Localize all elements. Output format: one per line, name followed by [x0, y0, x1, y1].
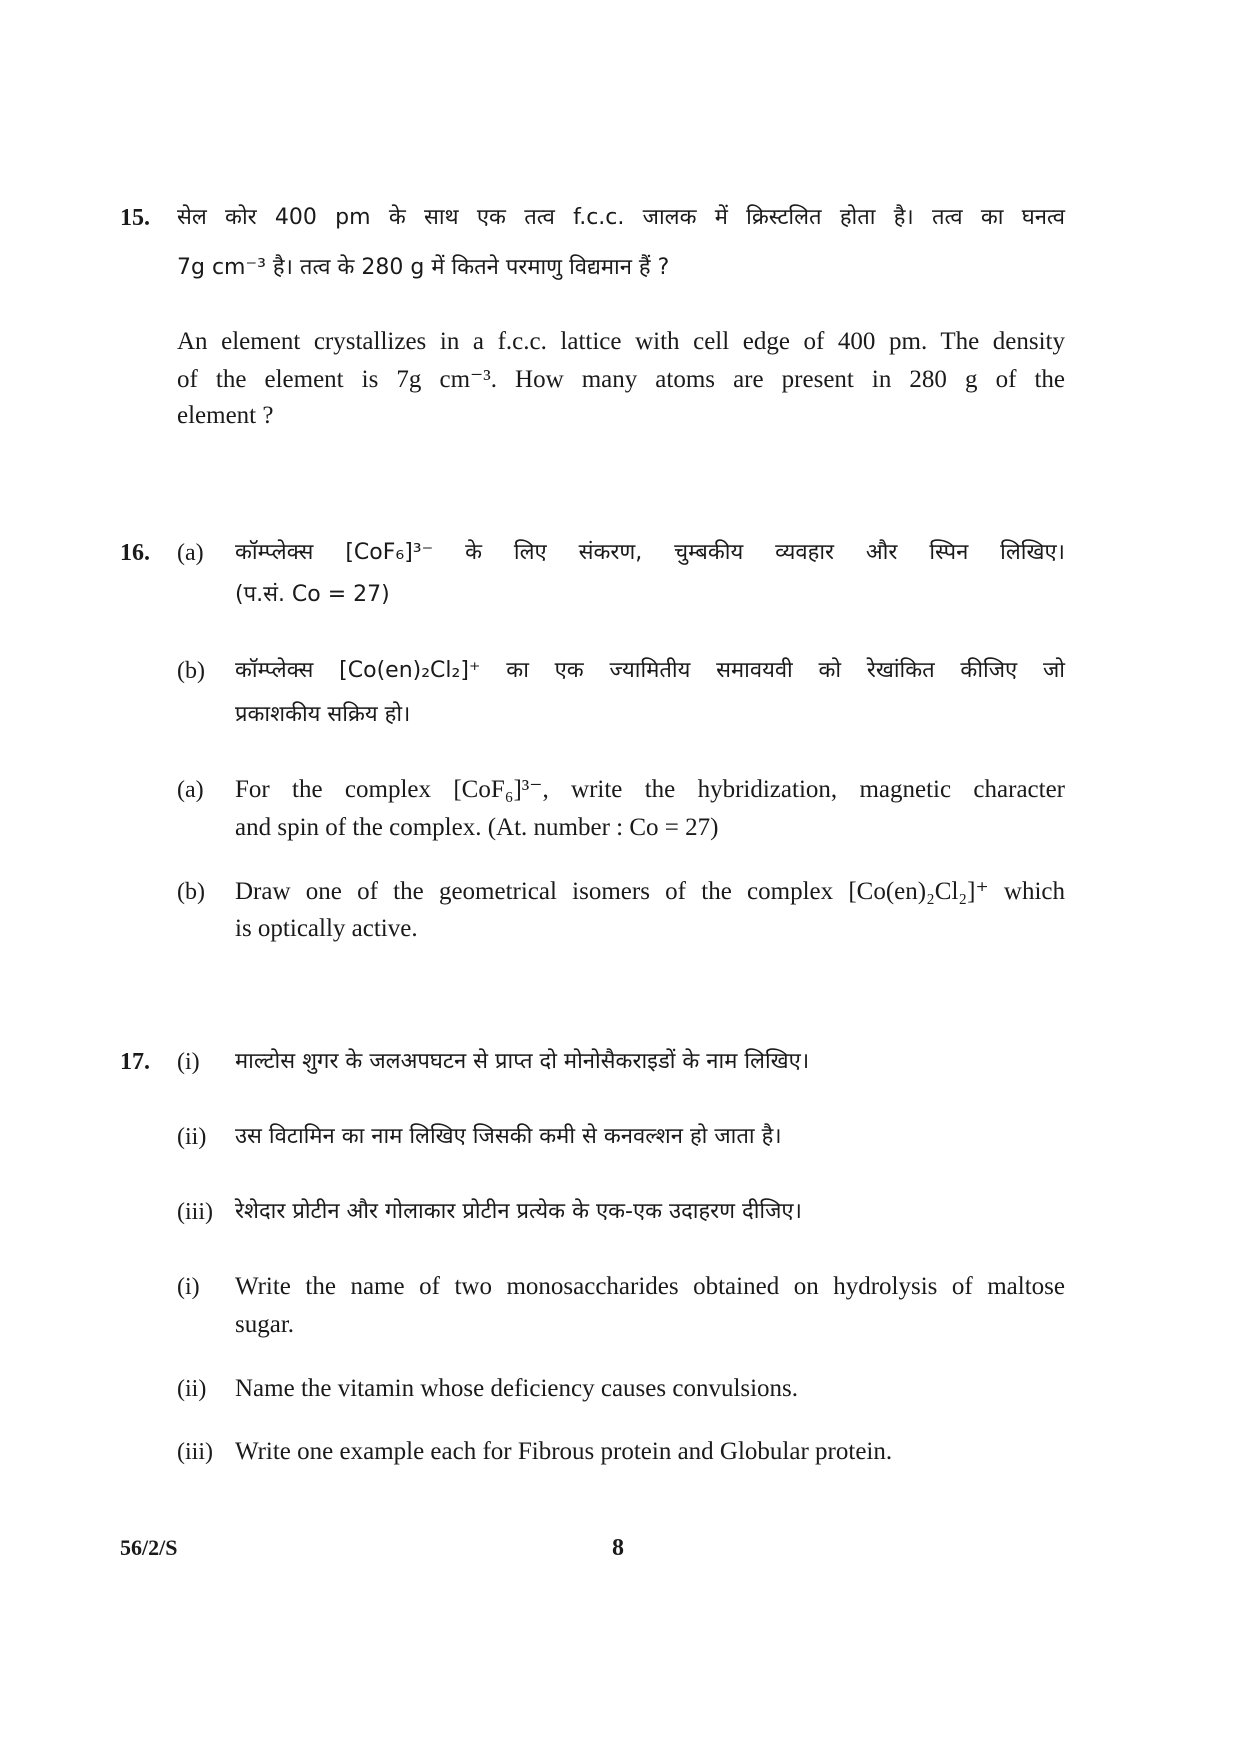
question-16-english-b-label: (b)	[177, 879, 205, 905]
question-17-english-ii: Name the vitamin whose deficiency causes convulsions.	[235, 1375, 799, 1402]
question-17-hindi-i: माल्टोस शुगर के जलअपघटन से प्राप्त दो मोनोसैकराइडों के नाम लिखिए।	[235, 1049, 810, 1074]
question-15-number: 15.	[120, 205, 150, 231]
question-17-english-i-line-1: Write the name of two monosaccharides obtained on hydrolysis of maltose	[235, 1273, 1065, 1300]
question-16-hindi-a-label: (a)	[177, 540, 204, 566]
question-17-number: 17.	[120, 1049, 150, 1075]
question-17-hindi-iii-label: (iii)	[177, 1199, 213, 1225]
question-15-hindi-line-2: 7g cm⁻³ है। तत्व के 280 g में कितने परमाणु विद्यमान हैं ?	[177, 255, 670, 280]
question-16-hindi-a-line-2: (प.सं. Co = 27)	[235, 582, 390, 607]
question-16-hindi-b-line-2: प्रकाशकीय सक्रिय हो।	[235, 702, 411, 727]
question-17-hindi-iii: रेशेदार प्रोटीन और गोलाकार प्रोटीन प्रत्येक के एक-एक उदाहरण दीजिए।	[235, 1199, 802, 1224]
question-16-hindi-b-label: (b)	[177, 658, 205, 684]
question-16-english-b-line-2: is optically active.	[235, 915, 418, 942]
question-15-hindi-line-1: सेल कोर 400 pm के साथ एक तत्व f.c.c. जालक में क्रिस्टलित होता है। तत्व का घनत्व	[177, 205, 1065, 230]
question-17-hindi-i-label: (i)	[177, 1049, 200, 1075]
question-16-hindi-a-line-1: कॉम्प्लेक्स [CoF₆]³⁻ के लिए संकरण, चुम्बकीय व्यवहार और स्पिन लिखिए।	[235, 540, 1065, 565]
question-17-english-ii-label: (ii)	[177, 1376, 207, 1402]
question-16-english-a-label: (a)	[177, 777, 204, 803]
question-16-hindi-b-line-1: कॉम्प्लेक्स [Co(en)₂Cl₂]⁺ का एक ज्यामितीय समावयवी को रेखांकित कीजिए जो	[235, 658, 1065, 683]
question-17-english-i-label: (i)	[177, 1274, 200, 1300]
question-17-english-iii: Write one example each for Fibrous protein and Globular protein.	[235, 1438, 893, 1465]
question-16-english-b-line-1: Draw one of the geometrical isomers of the complex [Co(en)₂Cl₂]⁺ which	[235, 878, 1065, 905]
question-17-hindi-ii: उस विटामिन का नाम लिखिए जिसकी कमी से कनवल्शन हो जाता है।	[235, 1124, 782, 1149]
page-number: 8	[612, 1535, 624, 1561]
question-15-english-line-3: element ?	[177, 402, 274, 429]
question-16-number: 16.	[120, 540, 150, 566]
question-17-hindi-ii-label: (ii)	[177, 1124, 207, 1150]
question-17-english-iii-label: (iii)	[177, 1439, 213, 1465]
question-17-english-i-line-2: sugar.	[235, 1311, 295, 1338]
question-16-english-a-line-1: For the complex [CoF₆]³⁻, write the hybridization, magnetic character	[235, 776, 1065, 803]
question-15-english-line-2: of the element is 7g cm⁻³. How many atoms are present in 280 g of the	[177, 366, 1065, 393]
question-15-english-line-1: An element crystallizes in a f.c.c. lattice with cell edge of 400 pm. The density	[177, 328, 1065, 355]
question-16-english-a-line-2: and spin of the complex. (At. number : Co = 27)	[235, 814, 719, 841]
paper-code: 56/2/S	[120, 1535, 178, 1560]
